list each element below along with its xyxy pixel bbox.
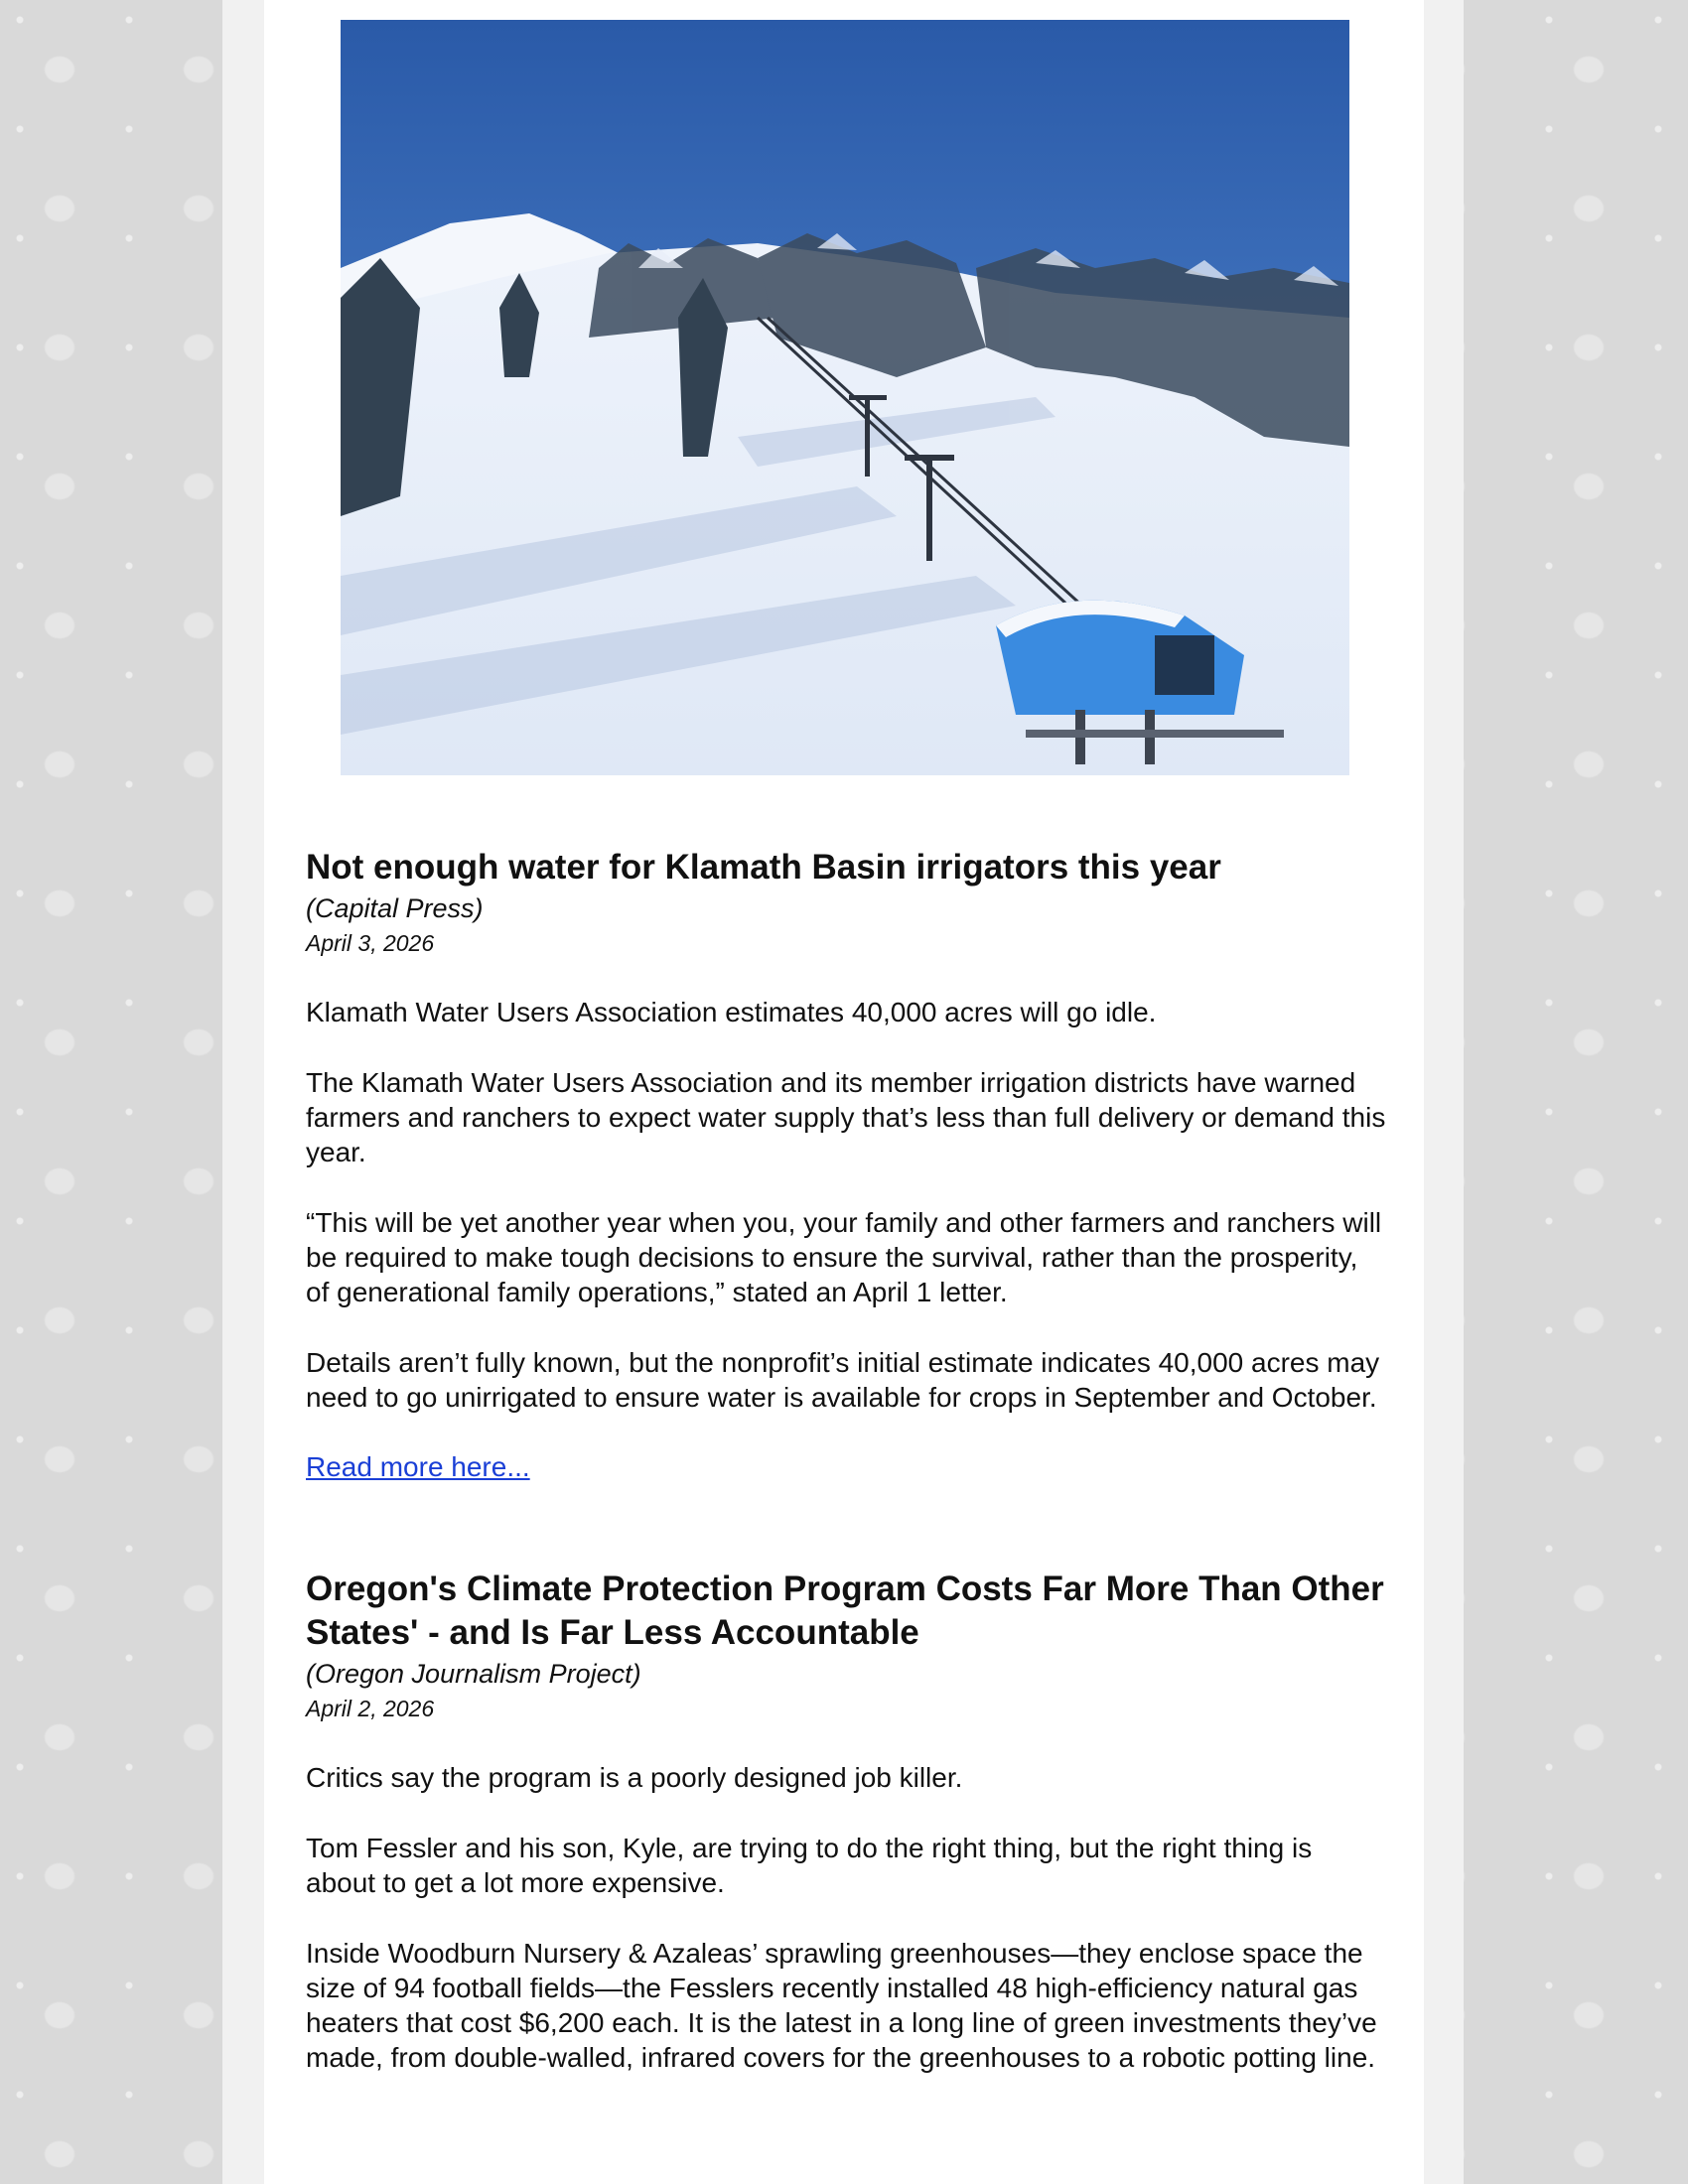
ski-slope-photo: [341, 20, 1349, 775]
article-paragraph: Inside Woodburn Nursery & Azaleas’ sprawling greenhouses—they enclose space the size of 94 football fields—the Fesslers recently installed 48 high-efficiency natural gas heaters that cost $6,200 each. It is the latest in a long line of green investments they’ve made, from double-walled, infrared covers for the greenhouses to a robotic potting line.: [306, 1938, 1377, 2073]
article-climate-program: [306, 1568, 1388, 2075]
article-paragraph: “This will be yet another year when you, your family and other farmers and ranchers will be required to make tough decisions to ensure the survival, rather than the prosperity, of generational family operations,” stated an April 1 letter.: [306, 1207, 1382, 1307]
article-date: April 2, 2026: [306, 1696, 435, 1721]
article-paragraph: Klamath Water Users Association estimates 40,000 acres will go idle.: [306, 997, 1157, 1027]
article-paragraph: Details aren’t fully known, but the nonprofit’s initial estimate indicates 40,000 acres may need to go unirrigated to ensure water is available for crops in September and October.: [306, 1347, 1380, 1413]
article-paragraph: Critics say the program is a poorly designed job killer.: [306, 1762, 963, 1793]
read-more-link[interactable]: Read more here...: [306, 1451, 530, 1482]
newsletter-content: [306, 846, 1388, 2075]
article-klamath: [306, 846, 1388, 1484]
article-paragraph: The Klamath Water Users Association and its member irrigation districts have warned farmers and ranchers to expect water supply that’s less than full delivery or demand this year.: [306, 1067, 1386, 1167]
article-headline: Not enough water for Klamath Basin irrigators this year: [306, 848, 1221, 887]
article-paragraph: Tom Fessler and his son, Kyle, are trying to do the right thing, but the right thing is about to get a lot more expensive.: [306, 1833, 1313, 1898]
article-source: (Oregon Journalism Project): [306, 1659, 641, 1689]
article-source: (Capital Press): [306, 893, 484, 923]
article-date: April 3, 2026: [306, 930, 435, 956]
hero-image: [341, 20, 1349, 775]
article-headline: Oregon's Climate Protection Program Costs Far More Than Other States' - and Is Far Less Accountable: [306, 1570, 1384, 1652]
